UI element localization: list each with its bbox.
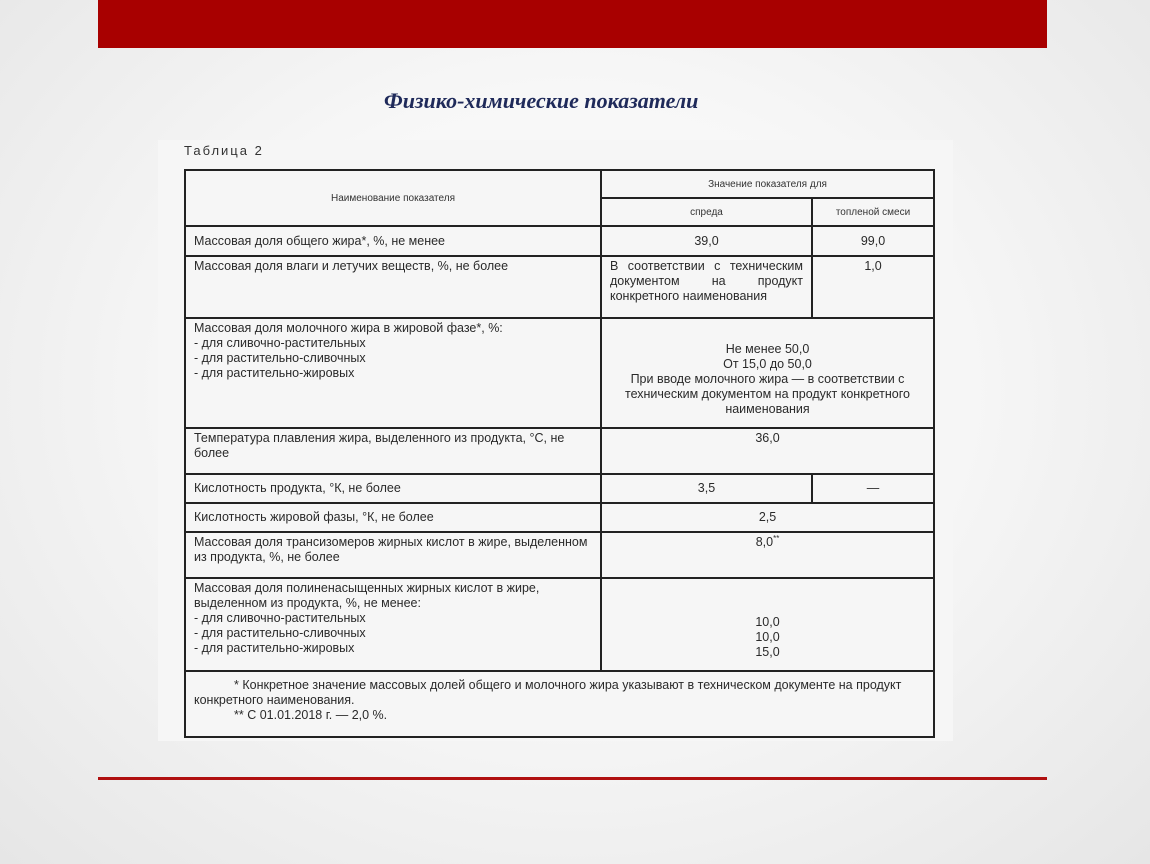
footnotes-cell xyxy=(185,671,934,737)
header-melted: топленой смеси xyxy=(812,198,934,226)
table-row xyxy=(185,532,934,578)
row-name: Массовая доля полиненасыщенных жирных кислот в жире, выделенном из продукта, %, не менее: - для сливочно-растительных - для растительно-сливочных - для растительно-жировых xyxy=(185,578,601,671)
scanned-document xyxy=(158,140,953,741)
row-spread-value: 39,0 xyxy=(601,226,812,256)
table-header-row xyxy=(185,170,934,198)
header-bar xyxy=(98,0,1047,48)
row-name: Кислотность жировой фазы, °К, не более xyxy=(185,503,601,532)
table-row xyxy=(185,318,934,428)
row-value: 8,0 xyxy=(755,535,774,549)
row-value-cell xyxy=(601,532,934,578)
header-name-col: Наименование показателя xyxy=(185,170,601,226)
row-value: 36,0 xyxy=(601,428,934,474)
header-spread: спреда xyxy=(601,198,812,226)
row-value: Не менее 50,0 От 15,0 до 50,0 При вводе молочного жира — в соответствии с техническим документом на продукт конкретного наименования xyxy=(601,318,934,428)
table-row xyxy=(185,428,934,474)
row-spread-value: 3,5 xyxy=(601,474,812,503)
table-footnote-row xyxy=(185,671,934,737)
row-value: 2,5 xyxy=(601,503,934,532)
footer-line xyxy=(98,777,1047,780)
row-name: Температура плавления жира, выделенного из продукта, °С, не более xyxy=(185,428,601,474)
footnote-1: * Конкретное значение массовых долей общего и молочного жира указывают в техническом документе на продукт конкретного наименования. xyxy=(194,678,902,707)
row-name: Массовая доля общего жира*, %, не менее xyxy=(185,226,601,256)
row-name: Массовая доля молочного жира в жировой фазе*, %: - для сливочно-растительных - для растительно-сливочных - для растительно-жировых xyxy=(185,318,601,428)
row-melted-value: — xyxy=(812,474,934,503)
indicators-table xyxy=(184,169,935,738)
row-melted-value: 99,0 xyxy=(812,226,934,256)
table-row xyxy=(185,256,934,318)
table-row xyxy=(185,226,934,256)
footnote-marker: ** xyxy=(773,533,780,543)
footnote-2: ** С 01.01.2018 г. — 2,0 %. xyxy=(234,708,388,722)
header-value-group: Значение показателя для xyxy=(601,170,934,198)
table-caption: Таблица 2 xyxy=(184,143,264,158)
row-melted-value: 1,0 xyxy=(812,256,934,318)
row-value: 10,0 10,0 15,0 xyxy=(601,578,934,671)
table-row xyxy=(185,578,934,671)
row-spread-value: В соответствии с техническим документом на продукт конкретного наименования xyxy=(601,256,812,318)
slide-title: Физико-химические показатели xyxy=(384,88,699,113)
table-row xyxy=(185,503,934,532)
row-name: Массовая доля трансизомеров жирных кислот в жире, выделенном из продукта, %, не более xyxy=(185,532,601,578)
table-row xyxy=(185,474,934,503)
row-name: Кислотность продукта, °К, не более xyxy=(185,474,601,503)
row-name: Массовая доля влаги и летучих веществ, %, не более xyxy=(185,256,601,318)
